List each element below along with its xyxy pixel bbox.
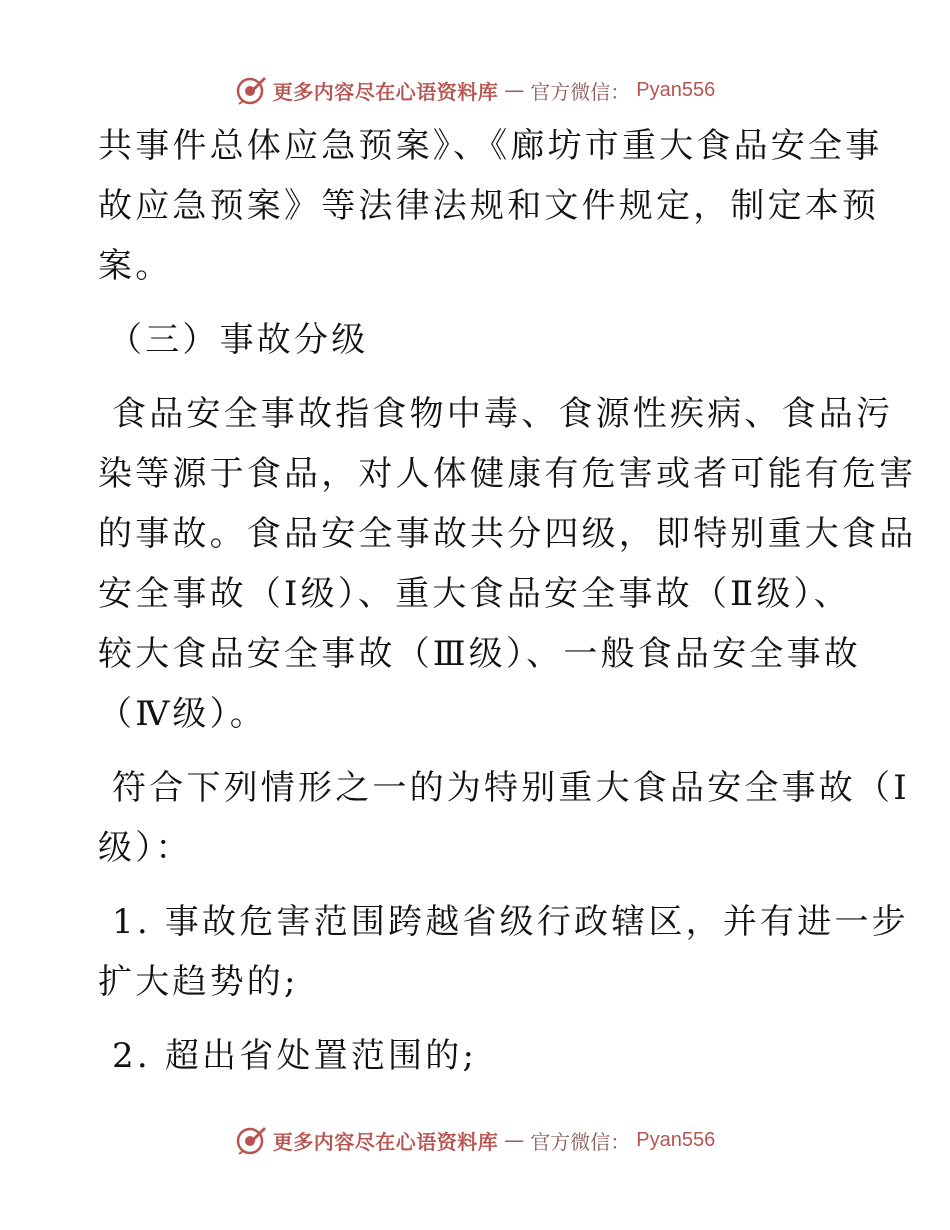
list-item-1: 1. 事故危害范围跨越省级行政辖区，并有进一步 (112, 902, 909, 942)
list-item-2: 2. 超出省处置范围的; (112, 1036, 478, 1076)
document-body (98, 116, 917, 1086)
pen-logo-icon (235, 74, 267, 106)
footer-wechat-label: 官方微信： (530, 1129, 631, 1154)
text-line: 染等源于食品，对人体健康有危害或者可能有危害 (98, 454, 917, 494)
header-wechat-label: 官方微信： (530, 79, 631, 104)
header-wechat-id: Pyan556 (636, 78, 716, 101)
footer-dash: — (504, 1128, 525, 1152)
text-line: 故应急预案》等法律法规和文件规定，制定本预 (98, 186, 880, 226)
text-line: 食品安全事故指食物中毒、食源性疾病、食品污 (112, 394, 894, 434)
header-watermark (0, 70, 950, 110)
section-heading: （三）事故分级 (108, 320, 369, 360)
footer-site-text: 更多内容尽在心语资料库 (272, 1129, 499, 1154)
text-line: 较大食品安全事故（Ⅲ级）、一般食品安全事故 (98, 634, 861, 674)
text-line: 级）： (98, 828, 193, 868)
footer-watermark (0, 1120, 950, 1160)
list-item-1-cont: 扩大趋势的; (98, 962, 299, 1002)
text-line: 安全事故（Ⅰ级）、重大食品安全事故（Ⅱ级）、 (98, 574, 851, 614)
text-line: （Ⅳ级）。 (98, 694, 267, 734)
text-line: 符合下列情形之一的为特别重大食品安全事故（Ⅰ (112, 768, 910, 808)
pen-logo-icon (235, 1124, 267, 1156)
header-site-text: 更多内容尽在心语资料库 (272, 79, 499, 104)
footer-wechat-id: Pyan556 (636, 1128, 716, 1151)
text-line: 案。 (98, 246, 173, 286)
text-line: 的事故。食品安全事故共分四级，即特别重大食品 (98, 514, 917, 554)
header-dash: — (504, 78, 525, 102)
text-line: 共事件总体应急预案》、《廊坊市重大食品安全事 (98, 126, 883, 166)
